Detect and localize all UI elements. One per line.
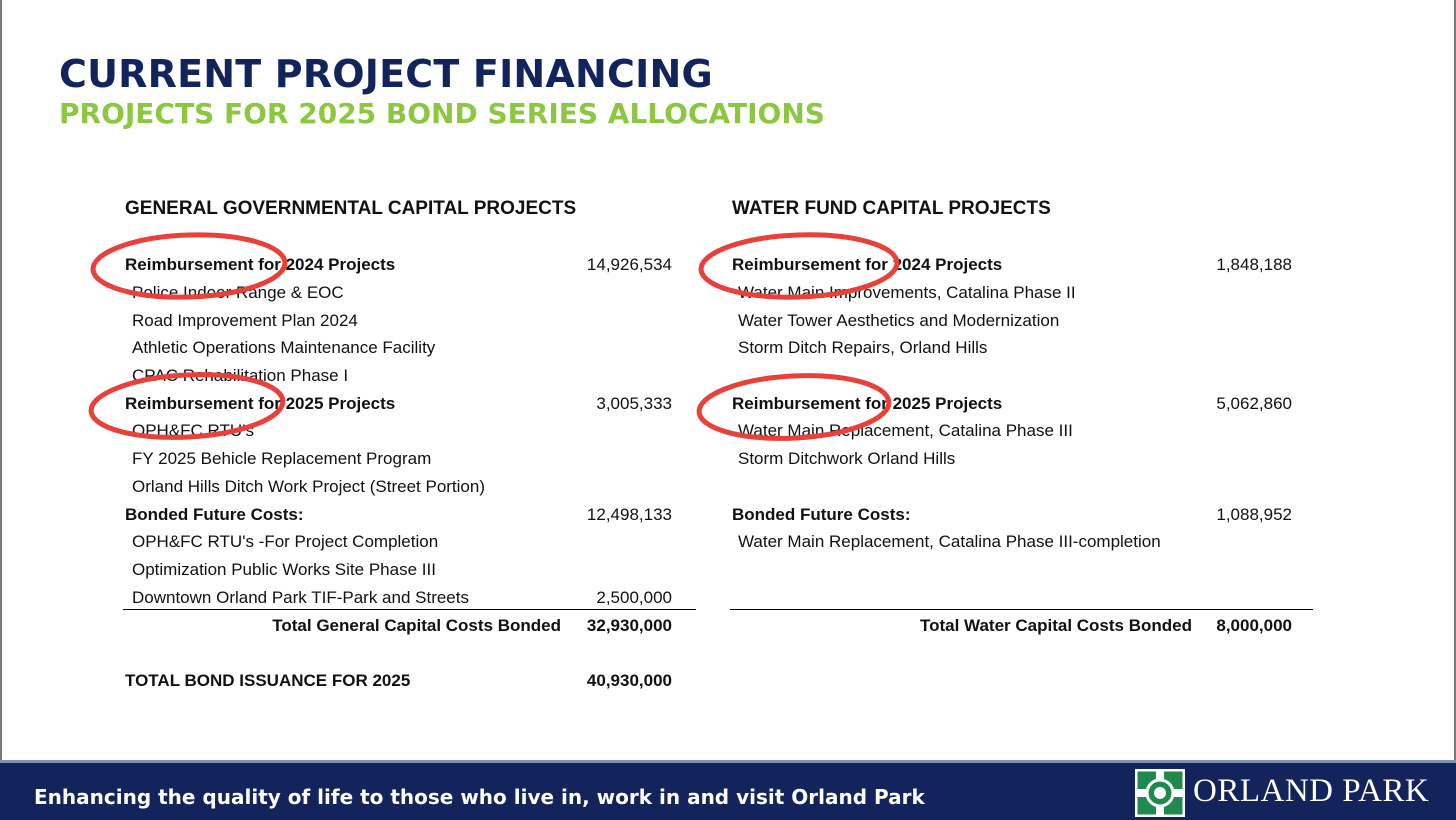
general-projects-heading: GENERAL GOVERNMENTAL CAPITAL PROJECTS	[125, 198, 577, 219]
water-reimb-2025-label: Reimbursement for 2025 Projects	[732, 394, 1003, 413]
water-future-item: Water Main Replacement, Catalina Phase III-completion	[738, 532, 1161, 551]
page-subtitle: PROJECTS FOR 2025 BOND SERIES ALLOCATIONS	[59, 97, 825, 130]
slide-border-left	[0, 0, 2, 760]
grand-total-label: TOTAL BOND ISSUANCE FOR 2025	[125, 671, 411, 690]
footer-bar	[0, 760, 1456, 820]
footer-tagline: Enhancing the quality of life to those who live in, work in and visit Orland Park	[34, 785, 925, 809]
general-reimb-2025-item: OPH&FC RTU's	[132, 421, 254, 440]
page-title: CURRENT PROJECT FINANCING	[59, 52, 713, 96]
water-reimb-2024-label: Reimbursement for 2024 Projects	[732, 255, 1003, 274]
general-total-label: Total General Capital Costs Bonded	[272, 616, 561, 635]
general-future-item: Downtown Orland Park TIF-Park and Streets	[132, 588, 469, 607]
water-reimb-2024-item: Water Tower Aesthetics and Modernization	[738, 311, 1060, 330]
general-reimb-2024-item: Police Indoor Range & EOC	[132, 283, 344, 302]
general-total-amount: 32,930,000	[586, 616, 672, 635]
general-reimb-2025-item: FY 2025 Behicle Replacement Program	[132, 449, 432, 468]
water-future-costs-label: Bonded Future Costs:	[732, 505, 911, 524]
general-reimb-2025-label: Reimbursement for 2025 Projects	[125, 394, 396, 413]
grand-total-amount: 40,930,000	[586, 671, 672, 690]
water-future-costs-amount: 1,088,952	[1216, 505, 1292, 524]
water-reimb-2024-item: Water Main Improvements, Catalina Phase II	[738, 283, 1076, 302]
water-reimb-2024-amount: 1,848,188	[1216, 255, 1292, 274]
general-future-item: OPH&FC RTU's -For Project Completion	[132, 532, 439, 551]
general-future-costs-label: Bonded Future Costs:	[125, 505, 304, 524]
water-reimb-2025-amount: 5,062,860	[1216, 394, 1292, 413]
general-reimb-2024-item: Road Improvement Plan 2024	[132, 311, 358, 330]
water-total-amount: 8,000,000	[1216, 616, 1292, 635]
water-reimb-2025-item: Storm Ditchwork Orland Hills	[738, 449, 956, 468]
general-reimb-2024-item: CPAC Rehabilitation Phase I	[132, 366, 349, 385]
general-reimb-2024-label: Reimbursement for 2024 Projects	[125, 255, 396, 274]
general-future-item-amount: 2,500,000	[596, 588, 672, 607]
water-projects-heading: WATER FUND CAPITAL PROJECTS	[732, 198, 1051, 219]
general-future-costs-amount: 12,498,133	[586, 505, 672, 524]
water-total-label: Total Water Capital Costs Bonded	[919, 616, 1192, 635]
footer-brand: ORLAND PARK	[1193, 773, 1430, 809]
general-reimb-2025-amount: 3,005,333	[596, 394, 672, 413]
general-reimb-2024-amount: 14,926,534	[586, 255, 672, 274]
orland-park-logo-icon	[1133, 767, 1187, 819]
general-reimb-2024-item: Athletic Operations Maintenance Facility	[132, 338, 436, 357]
general-total-rule	[123, 609, 696, 610]
general-future-item: Optimization Public Works Site Phase III	[132, 560, 436, 579]
water-reimb-2025-item: Water Main Replacement, Catalina Phase III	[738, 421, 1073, 440]
water-reimb-2024-item: Storm Ditch Repairs, Orland Hills	[738, 338, 988, 357]
water-total-rule	[730, 609, 1313, 610]
general-reimb-2025-item: Orland Hills Ditch Work Project (Street Portion)	[132, 477, 486, 496]
